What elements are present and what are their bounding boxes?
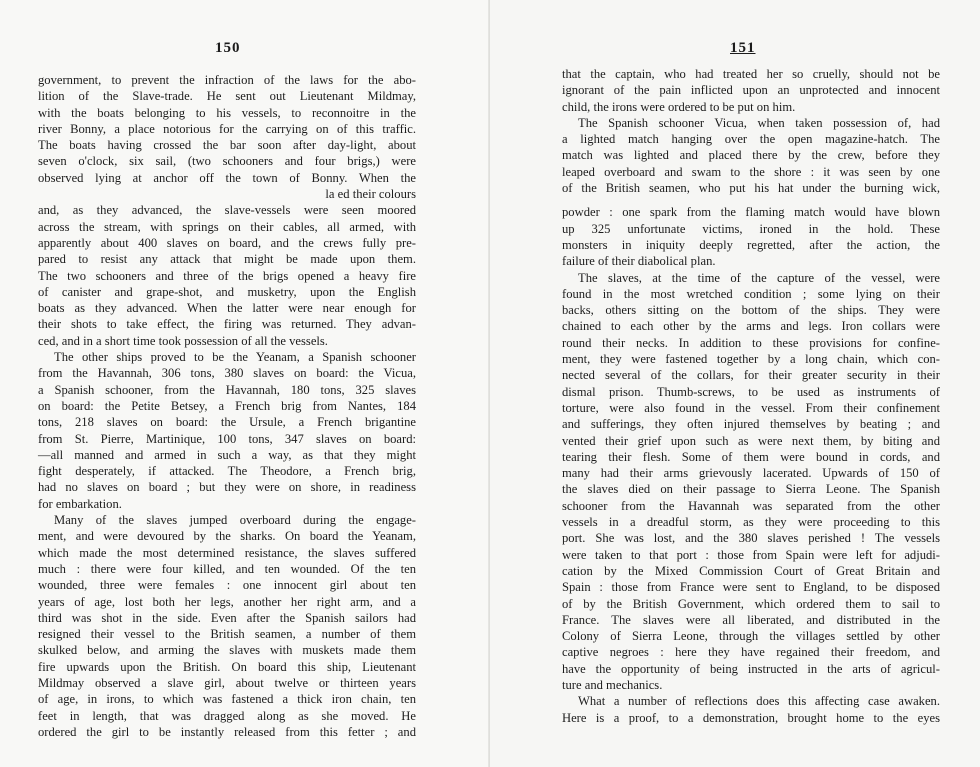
text-line: observed lying at anchor off the town of Bonny. When the (38, 170, 416, 185)
text-line: boats as they advanced. When the latter were near enough for (38, 301, 416, 316)
left-page-text (38, 72, 416, 740)
text-line: Spain : those from France were sent to England, to be disposed (562, 580, 940, 595)
text-line: The two schooners and three of the brigs opened a heavy fire (38, 268, 416, 283)
text-line: have the opportunity of being instructed in the arts of agricul- (562, 661, 940, 676)
right-page-text (562, 66, 940, 726)
text-line: a Spanish schooner, from the Havannah, 180 tons, 325 slaves (38, 382, 416, 397)
text-line: from St. Pierre, Martinique, 100 tons, 347 slaves on board: (38, 431, 416, 446)
text-line: the slaves died on their passage to Sierra Leone. The Spanish (562, 482, 940, 497)
text-line: a lighted match hanging over the open magazine-hatch. The (562, 132, 940, 147)
text-line: powder : one spark from the flaming match would have blown (562, 205, 940, 220)
text-line: up 325 unfortunate victims, ironed in the hold. These (562, 221, 940, 236)
text-line: and, as they advanced, the slave-vessels were seen moored (38, 203, 416, 218)
text-line: Many of the slaves jumped overboard during the engage- (54, 513, 416, 528)
text-line: third was shot in the side. Even after the Spanish sailors had (38, 610, 416, 625)
text-line: cation by the Mixed Commission Court of Great Britain and (562, 563, 940, 578)
text-line: much : there were four killed, and ten wounded. Of the ten (38, 561, 416, 576)
text-line: Colony of Sierra Leone, through the villages settled by other (562, 629, 940, 644)
text-line: skulked below, and arming the slaves with muskets made them (38, 643, 416, 658)
text-line: —all manned and armed in such a way, as that they might (38, 447, 416, 462)
text-line: seven o'clock, six sail, (two schooners and four brigs,) were (38, 154, 416, 169)
text-line: on board: the Petite Betsey, a French brig from Nantes, 184 (38, 398, 416, 413)
text-line: dismal prison. Thumb-screws, to be used as instruments of (562, 384, 940, 399)
text-line: The boats having crossed the bar soon after day-light, about (38, 138, 416, 153)
text-line: torture, were also found in the vessel. From their confinement (562, 400, 940, 415)
right-page (490, 0, 980, 767)
text-line: of canister and grape-shot, and musketry, upon the English (38, 284, 416, 299)
text-line: found in the most wretched condition ; some lying on their (562, 286, 940, 301)
text-line: many had their arms grievously lacerated. Upwards of 150 of (562, 466, 940, 481)
text-line: The other ships proved to be the Yeanam, a Spanish schooner (54, 350, 416, 365)
text-line: were taken to that port : those from Spain were left for adjudi- (562, 547, 940, 562)
text-line: which made the most determined resistance, the slaves suffered (38, 545, 416, 560)
text-line: leaped overboard and swam to the shore : it was seen by one (562, 164, 940, 179)
text-line: ment, and were devoured by the sharks. On board the Yeanam, (38, 529, 416, 544)
text-line: What a number of reflections does this affecting case awaken. (578, 694, 940, 709)
text-line: government, to prevent the infraction of the laws for the abo- (38, 73, 416, 87)
text-line: round their necks. In addition to these provisions for confine- (562, 335, 940, 350)
text-line: from the Havannah, 306 tons, 380 slaves on board: the Vicua, (38, 366, 416, 381)
text-line: Here is a proof, to a demonstration, brought home to the eyes (562, 710, 940, 725)
text-line: their shots to take effect, the firing was returned. They advan- (38, 317, 416, 332)
text-line: ture and mechanics. (562, 677, 663, 692)
text-line: monsters in iniquity deeply regretted, after the action, the (562, 237, 940, 252)
text-line: match was lighted and placed there by the crew, before they (562, 148, 940, 163)
text-line: failure of their diabolical plan. (562, 254, 716, 269)
text-line: port. She was lost, and the 380 slaves perished ! The vessels (562, 531, 940, 546)
text-line: chained to each other by the arms and legs. Iron collars were (562, 319, 940, 334)
text-line: had no slaves on board ; but they were on shore, in readiness (38, 480, 416, 495)
text-line: apparently about 400 slaves on board, and the crews fully pre- (38, 235, 416, 250)
text-line: ment, they were fastened together by a long chain, which con- (562, 352, 940, 367)
text-line: river Bonny, a place notorious for the carrying on of this traffic. (38, 121, 416, 136)
text-line: Mildmay observed a slave girl, about twelve or thirteen years (38, 675, 416, 690)
text-line: child, the irons were ordered to be put on him. (562, 99, 796, 114)
text-line: ced, and in a short time took possession of all the vessels. (38, 333, 328, 348)
text-line: tearing their flesh. Some of them were bound in cords, and (562, 449, 940, 464)
text-line: backs, others sitting on the bottom of the ships. They were (562, 303, 940, 318)
text-line: tons, 218 slaves on board: the Ursule, a French brigantine (38, 415, 416, 430)
text-line: ordered the girl to be instantly released from this fetter ; and (38, 724, 416, 739)
text-line: for embarkation. (38, 496, 122, 511)
text-line: resigned their vessel to the British seamen, a number of them (38, 627, 416, 642)
text-line: of the British seamen, who put his hat under the burning wick, (562, 181, 940, 196)
page-number-left: 150 (215, 40, 241, 56)
text-line: across the stream, with springs on their cables, all armed, with (38, 219, 416, 234)
text-line: feet in length, that was dragged along as she moved. He (38, 708, 416, 723)
text-line: captive negroes : here they have regained their freedom, and (562, 645, 940, 660)
text-line: ignorant of the pain inflicted upon an unprotected and innocent (562, 83, 940, 98)
text-line: that the captain, who had treated her so cruelly, should not be (562, 67, 940, 81)
text-line: lition of the Slave-trade. He sent out Lieutenant Mildmay, (38, 89, 416, 104)
text-line: of by the British Government, which ordered them to sail to (562, 596, 940, 611)
text-line: with the boats belonging to his vessels, to reconnoitre in the (38, 105, 416, 120)
text-line: la ed their colours (325, 187, 416, 202)
text-line: fire upwards upon the British. On board this ship, Lieutenant (38, 659, 416, 674)
text-line: and sufferings, they often injured themselves by beating ; and (562, 417, 940, 432)
text-line: The Spanish schooner Vicua, when taken possession of, had (578, 115, 940, 130)
text-line: vessels in a dreadful storm, as they were proceeding to this (562, 515, 940, 530)
text-line: pared to resist any attack that might be made upon them. (38, 252, 416, 267)
text-line (562, 196, 940, 204)
text-line: fight desperately, if attacked. The Theodore, a French brig, (38, 464, 416, 479)
page-number-right: 151 (730, 40, 756, 56)
text-line: The slaves, at the time of the capture of the vessel, were (578, 270, 940, 285)
text-line: vented their grief upon such as were next them, by biting and (562, 433, 940, 448)
text-line: of age, in irons, to which was fastened a thick iron chain, ten (38, 692, 416, 707)
text-line: France. The slaves were all liberated, and distributed in the (562, 612, 940, 627)
text-line: nected several of the collars, for their greater security in their (562, 368, 940, 383)
text-line: wounded, three were females : one innocent girl about ten (38, 578, 416, 593)
text-line: schooner from the Havannah was separated from the other (562, 498, 940, 513)
text-line: years of age, lost both her legs, another her right arm, and a (38, 594, 416, 609)
